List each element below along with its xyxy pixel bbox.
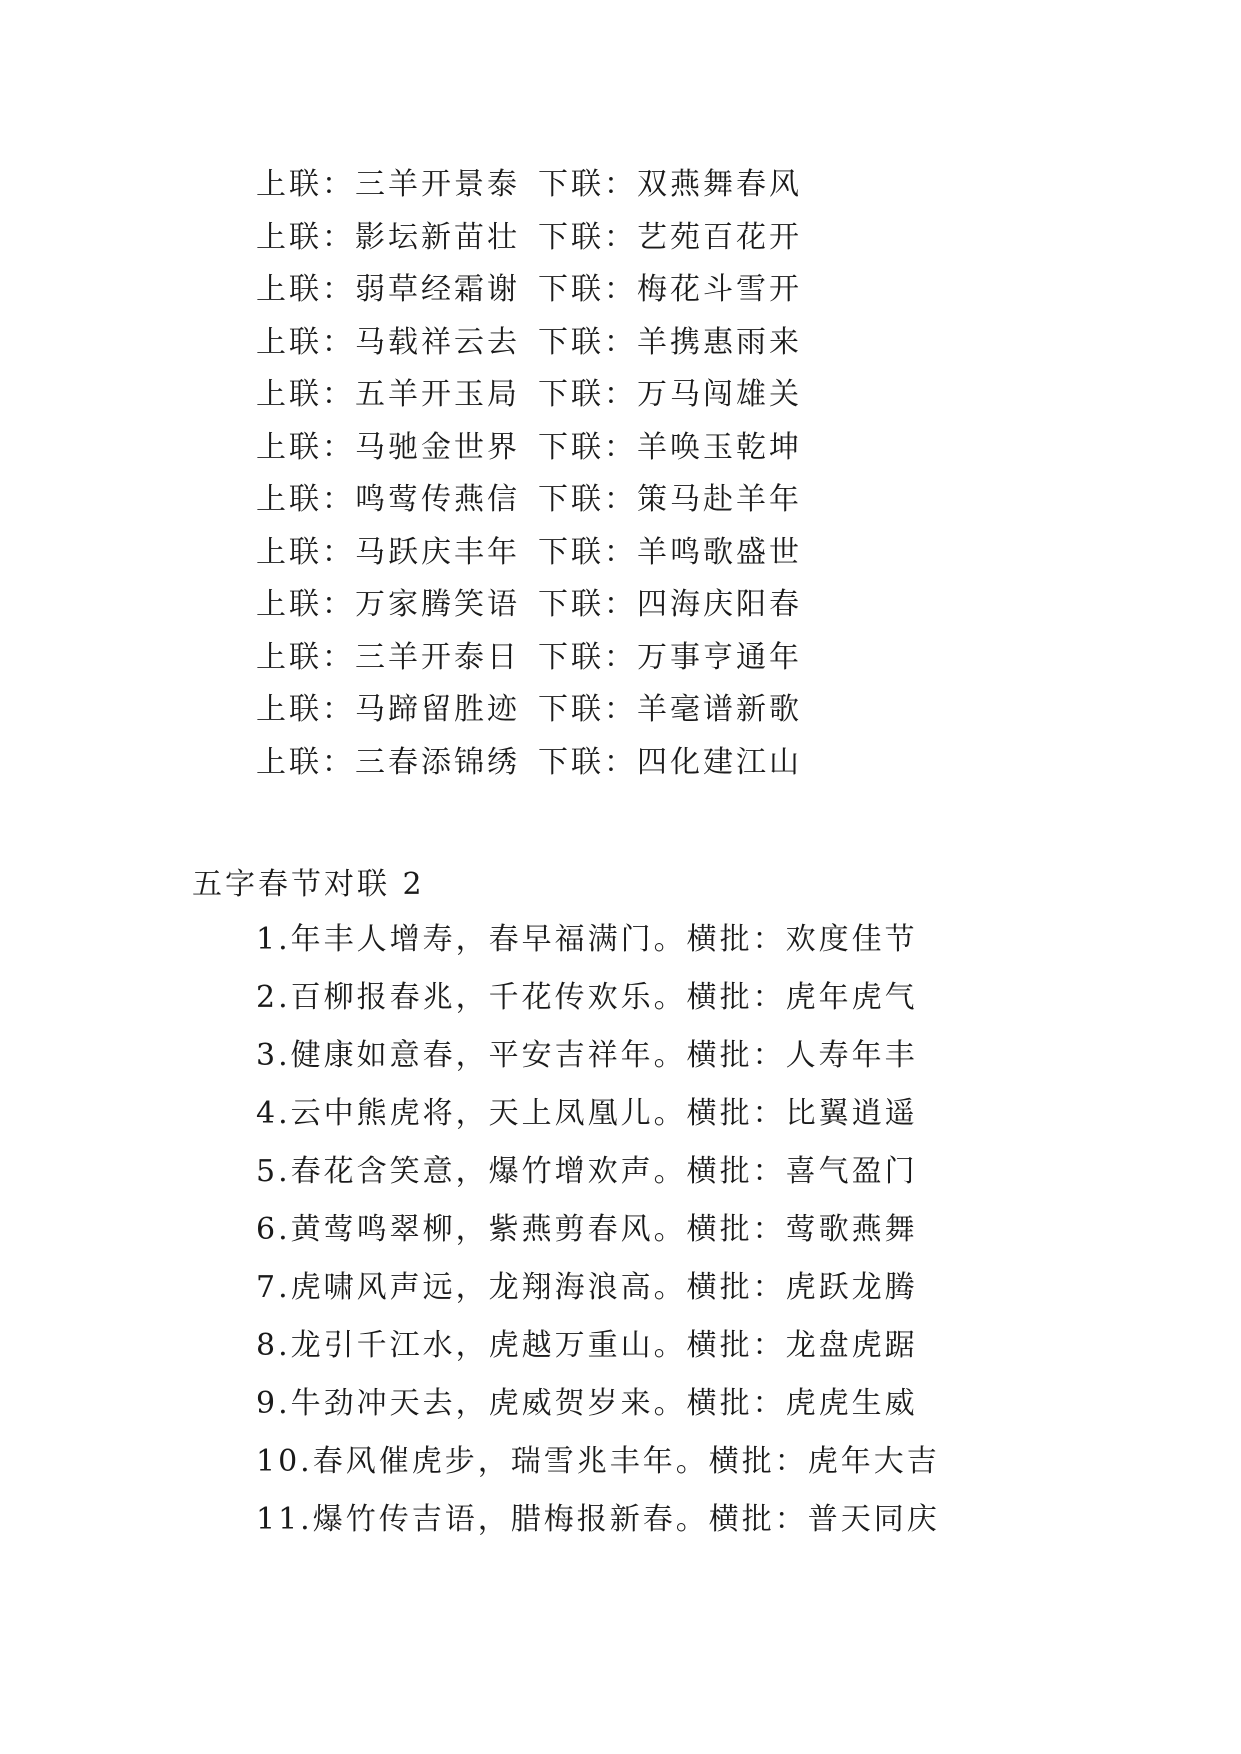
list-item: 9.牛劲冲天去，虎威贺岁来。横批：虎虎生威	[256, 1386, 918, 1421]
couplet-line	[256, 270, 802, 310]
section-heading: 五字春节对联 2	[192, 867, 425, 902]
lower-couplet: 下联：羊毫谱新歌	[538, 692, 802, 727]
upper-couplet: 上联：弱草经霜谢	[256, 272, 520, 307]
couplet-line	[256, 533, 802, 573]
lower-couplet: 下联：羊携惠雨来	[538, 325, 802, 360]
lower-couplet: 下联：双燕舞春风	[538, 167, 802, 202]
lower-couplet: 下联：万马闯雄关	[538, 377, 802, 412]
list-item: 7.虎啸风声远，龙翔海浪高。横批：虎跃龙腾	[256, 1270, 918, 1305]
upper-couplet: 上联：三羊开景泰	[256, 167, 520, 202]
upper-couplet: 上联：万家腾笑语	[256, 587, 520, 622]
list-item: 6.黄莺鸣翠柳，紫燕剪春风。横批：莺歌燕舞	[256, 1212, 918, 1247]
couplet-line	[256, 375, 802, 415]
couplet-line	[256, 165, 802, 205]
upper-couplet: 上联：三春添锦绣	[256, 745, 520, 780]
lower-couplet: 下联：策马赴羊年	[538, 482, 802, 517]
lower-couplet: 下联：羊鸣歌盛世	[538, 535, 802, 570]
lower-couplet: 下联：四海庆阳春	[538, 587, 802, 622]
couplet-line	[256, 218, 802, 258]
upper-couplet: 上联：马跃庆丰年	[256, 535, 520, 570]
upper-couplet: 上联：马蹄留胜迹	[256, 692, 520, 727]
couplet-line	[256, 428, 802, 468]
upper-couplet: 上联：马驰金世界	[256, 430, 520, 465]
list-item: 1.年丰人增寿，春早福满门。横批：欢度佳节	[256, 922, 918, 957]
couplet-line	[256, 323, 802, 363]
list-item: 8.龙引千江水，虎越万重山。横批：龙盘虎踞	[256, 1328, 918, 1363]
list-item: 11.爆竹传吉语，腊梅报新春。横批：普天同庆	[256, 1502, 940, 1537]
couplet-line	[256, 638, 802, 678]
upper-couplet: 上联：影坛新苗壮	[256, 220, 520, 255]
upper-couplet: 上联：三羊开泰日	[256, 640, 520, 675]
upper-couplet: 上联：马载祥云去	[256, 325, 520, 360]
list-item: 2.百柳报春兆，千花传欢乐。横批：虎年虎气	[256, 980, 918, 1015]
lower-couplet: 下联：梅花斗雪开	[538, 272, 802, 307]
list-item: 5.春花含笑意，爆竹增欢声。横批：喜气盈门	[256, 1154, 918, 1189]
couplet-line	[256, 480, 802, 520]
lower-couplet: 下联：艺苑百花开	[538, 220, 802, 255]
lower-couplet: 下联：四化建江山	[538, 745, 802, 780]
couplet-line	[256, 585, 802, 625]
upper-couplet: 上联：鸣莺传燕信	[256, 482, 520, 517]
couplet-line	[256, 743, 802, 783]
upper-couplet: 上联：五羊开玉局	[256, 377, 520, 412]
list-item: 4.云中熊虎将，天上凤凰儿。横批：比翼逍遥	[256, 1096, 918, 1131]
lower-couplet: 下联：万事亨通年	[538, 640, 802, 675]
list-item: 10.春风催虎步，瑞雪兆丰年。横批：虎年大吉	[256, 1444, 940, 1479]
list-item: 3.健康如意春，平安吉祥年。横批：人寿年丰	[256, 1038, 918, 1073]
couplet-line	[256, 690, 802, 730]
lower-couplet: 下联：羊唤玉乾坤	[538, 430, 802, 465]
